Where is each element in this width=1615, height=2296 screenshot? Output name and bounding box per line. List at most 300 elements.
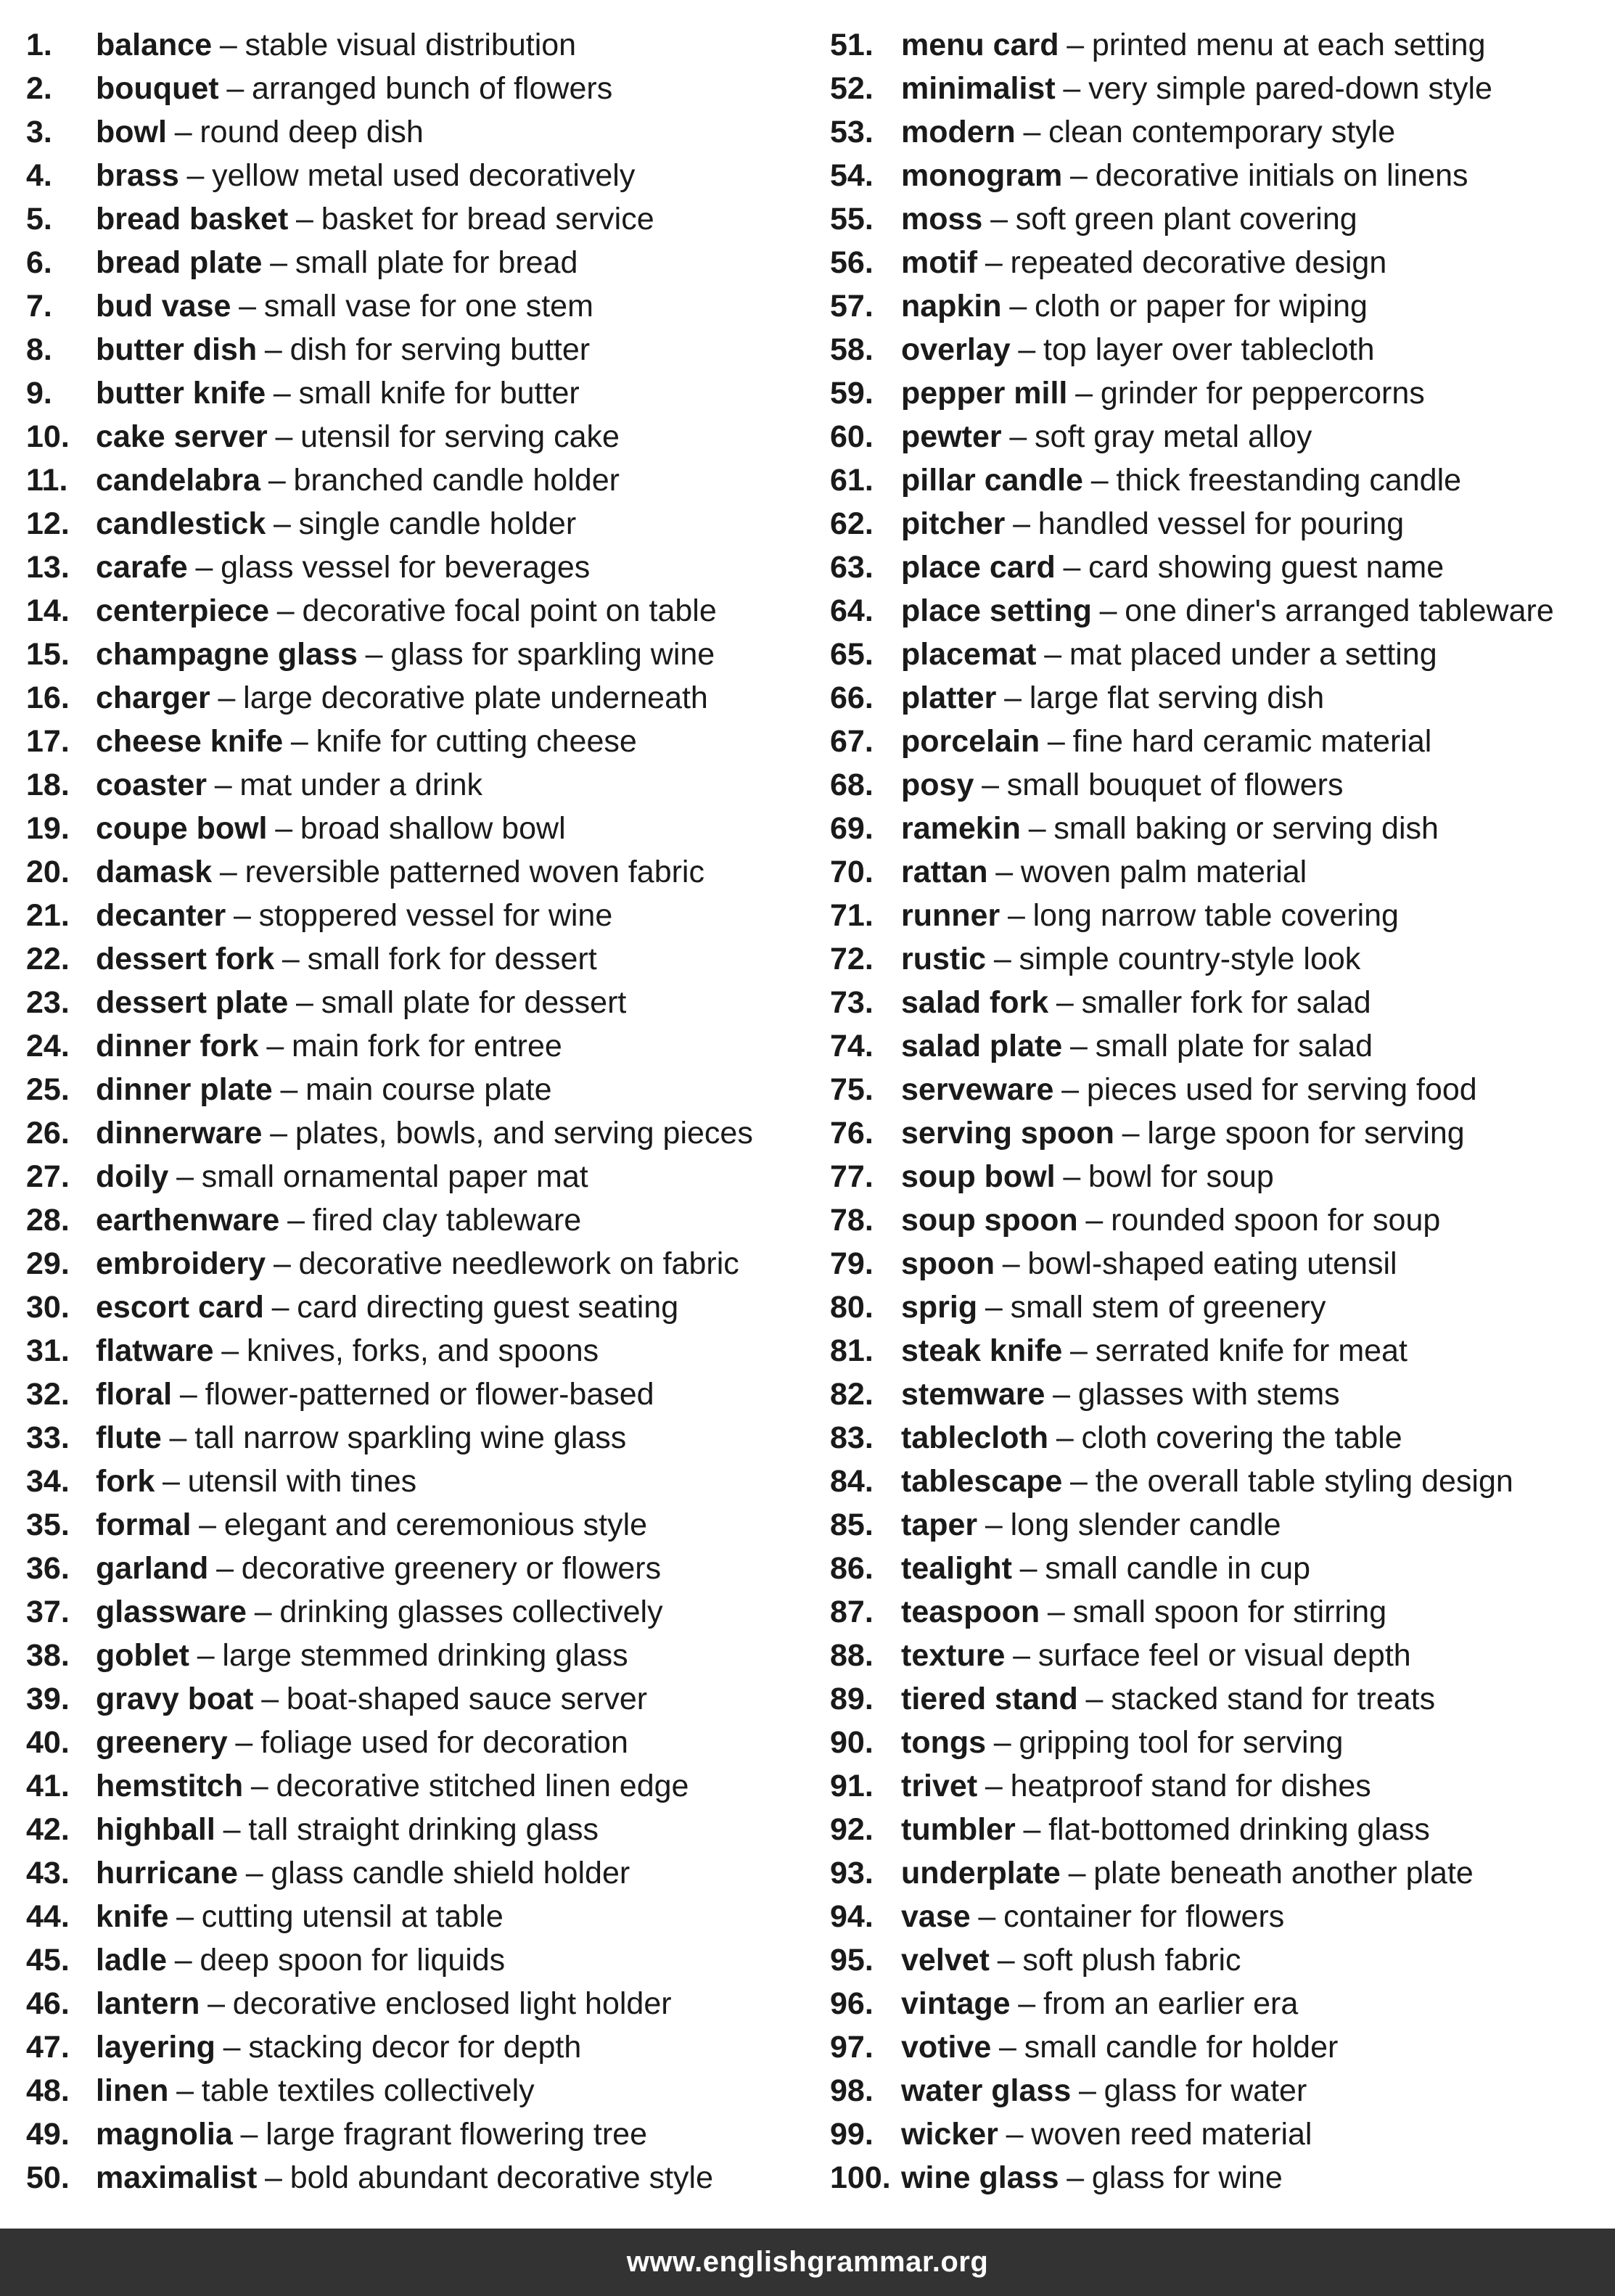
item-number: 7. bbox=[26, 289, 52, 324]
item-definition: utensil with tines bbox=[187, 1464, 417, 1499]
item-term: candlestick bbox=[96, 506, 266, 541]
list-item bbox=[26, 1502, 810, 1545]
item-definition: from an earlier era bbox=[1043, 1986, 1299, 2021]
item-number: 82. bbox=[830, 1377, 874, 1412]
item-separator: – bbox=[169, 1420, 187, 1455]
list-item bbox=[26, 283, 810, 326]
item-term: serveware bbox=[901, 1072, 1054, 1107]
item-definition: small plate for dessert bbox=[321, 985, 627, 1020]
item-number: 90. bbox=[830, 1725, 874, 1760]
item-separator: – bbox=[1067, 2160, 1085, 2195]
item-separator: – bbox=[250, 1769, 268, 1803]
item-term: motif bbox=[901, 245, 978, 280]
item-number: 6. bbox=[26, 245, 52, 280]
item-separator: – bbox=[1004, 680, 1022, 715]
item-number: 29. bbox=[26, 1246, 70, 1281]
item-separator: – bbox=[982, 768, 1000, 802]
item-separator: – bbox=[1090, 463, 1109, 498]
item-definition: clean contemporary style bbox=[1048, 115, 1396, 149]
item-number: 100. bbox=[830, 2160, 891, 2195]
item-number: 70. bbox=[830, 855, 874, 889]
item-number: 1. bbox=[26, 28, 52, 62]
item-number: 47. bbox=[26, 2030, 70, 2065]
list-item bbox=[830, 762, 1610, 805]
item-separator: – bbox=[985, 245, 1003, 280]
item-separator: – bbox=[245, 1856, 263, 1890]
list-item bbox=[830, 675, 1610, 718]
item-number: 17. bbox=[26, 724, 70, 759]
list-item bbox=[830, 239, 1610, 283]
list-item bbox=[830, 1763, 1610, 1806]
list-item bbox=[830, 1371, 1610, 1415]
item-number: 77. bbox=[830, 1159, 874, 1194]
list-item bbox=[26, 1284, 810, 1328]
list-item bbox=[830, 1850, 1610, 1893]
item-number: 75. bbox=[830, 1072, 874, 1107]
item-term: place setting bbox=[901, 593, 1092, 628]
item-number: 97. bbox=[830, 2030, 874, 2065]
item-separator: – bbox=[1002, 1246, 1020, 1281]
item-number: 23. bbox=[26, 985, 70, 1020]
item-term: wine glass bbox=[901, 2160, 1059, 2195]
item-separator: – bbox=[978, 1899, 996, 1934]
item-term: soup spoon bbox=[901, 1203, 1078, 1238]
item-number: 8. bbox=[26, 332, 52, 367]
item-term: platter bbox=[901, 680, 997, 715]
item-term: coaster bbox=[96, 768, 207, 802]
item-number: 78. bbox=[830, 1203, 874, 1238]
list-item bbox=[26, 588, 810, 631]
list-item bbox=[830, 1023, 1610, 1066]
item-number: 31. bbox=[26, 1333, 70, 1368]
item-term: layering bbox=[96, 2030, 215, 2065]
list-item bbox=[26, 1328, 810, 1371]
item-separator: – bbox=[239, 289, 257, 324]
list-item bbox=[26, 1676, 810, 1719]
list-item bbox=[26, 65, 810, 109]
item-term: bouquet bbox=[96, 71, 219, 106]
list-item bbox=[26, 1458, 810, 1502]
item-term: water glass bbox=[901, 2073, 1072, 2108]
item-number: 42. bbox=[26, 1812, 70, 1847]
item-term: highball bbox=[96, 1812, 215, 1847]
item-definition: very simple pared-down style bbox=[1088, 71, 1492, 106]
item-term: pitcher bbox=[901, 506, 1006, 541]
item-number: 94. bbox=[830, 1899, 874, 1934]
list-item bbox=[26, 1893, 810, 1937]
item-separator: – bbox=[296, 202, 313, 236]
item-term: linen bbox=[96, 2073, 169, 2108]
item-separator: – bbox=[1122, 1116, 1140, 1151]
list-item bbox=[830, 544, 1610, 588]
list-item bbox=[26, 849, 810, 892]
item-separator: – bbox=[162, 1464, 180, 1499]
item-number: 80. bbox=[830, 1290, 874, 1325]
item-number: 52. bbox=[830, 71, 874, 106]
item-separator: – bbox=[1006, 2117, 1024, 2152]
list-item bbox=[26, 1371, 810, 1415]
item-term: ladle bbox=[96, 1943, 167, 1978]
list-item bbox=[26, 1850, 810, 1893]
item-term: velvet bbox=[901, 1943, 990, 1978]
list-item bbox=[830, 501, 1610, 544]
item-number: 76. bbox=[830, 1116, 874, 1151]
item-term: flatware bbox=[96, 1333, 214, 1368]
item-separator: – bbox=[985, 1769, 1003, 1803]
item-separator: – bbox=[1053, 1377, 1071, 1412]
item-definition: boat-shaped sauce server bbox=[286, 1682, 648, 1716]
item-definition: grinder for peppercorns bbox=[1100, 376, 1425, 411]
item-term: gravy boat bbox=[96, 1682, 254, 1716]
list-item bbox=[830, 2111, 1610, 2155]
item-term: pepper mill bbox=[901, 376, 1068, 411]
item-number: 14. bbox=[26, 593, 70, 628]
item-term: dessert plate bbox=[96, 985, 289, 1020]
item-number: 35. bbox=[26, 1507, 70, 1542]
item-term: posy bbox=[901, 768, 974, 802]
list-item bbox=[830, 1589, 1610, 1632]
item-definition: long narrow table covering bbox=[1032, 898, 1399, 933]
item-separator: – bbox=[1099, 593, 1117, 628]
item-definition: container for flowers bbox=[1003, 1899, 1285, 1934]
item-term: flute bbox=[96, 1420, 162, 1455]
item-definition: one diner's arranged tableware bbox=[1125, 593, 1554, 628]
item-definition: glass vessel for beverages bbox=[221, 550, 591, 585]
item-term: pewter bbox=[901, 419, 1002, 454]
list-item bbox=[830, 1458, 1610, 1502]
item-separator: – bbox=[985, 1290, 1003, 1325]
item-definition: soft gray metal alloy bbox=[1035, 419, 1312, 454]
item-term: charger bbox=[96, 680, 210, 715]
list-item bbox=[830, 2155, 1610, 2198]
item-term: tumbler bbox=[901, 1812, 1016, 1847]
item-definition: tall narrow sparkling wine glass bbox=[194, 1420, 627, 1455]
item-separator: – bbox=[1028, 811, 1046, 846]
item-number: 3. bbox=[26, 115, 52, 149]
list-item bbox=[830, 1328, 1610, 1371]
item-definition: cloth covering the table bbox=[1081, 1420, 1402, 1455]
item-number: 61. bbox=[830, 463, 874, 498]
item-term: tiered stand bbox=[901, 1682, 1078, 1716]
item-term: steak knife bbox=[901, 1333, 1063, 1368]
item-term: fork bbox=[96, 1464, 155, 1499]
item-term: balance bbox=[96, 28, 213, 62]
item-separator: – bbox=[997, 1943, 1015, 1978]
item-definition: large flat serving dish bbox=[1029, 680, 1325, 715]
item-term: bud vase bbox=[96, 289, 231, 324]
item-definition: small stem of greenery bbox=[1010, 1290, 1326, 1325]
item-number: 71. bbox=[830, 898, 874, 933]
item-term: tealight bbox=[901, 1551, 1012, 1586]
list-item bbox=[26, 1806, 810, 1850]
item-term: tablescape bbox=[901, 1464, 1063, 1499]
list-item bbox=[26, 239, 810, 283]
item-number: 81. bbox=[830, 1333, 874, 1368]
item-definition: gripping tool for serving bbox=[1019, 1725, 1344, 1760]
item-term: vintage bbox=[901, 1986, 1011, 2021]
item-separator: – bbox=[1009, 419, 1027, 454]
item-number: 96. bbox=[830, 1986, 874, 2021]
item-number: 89. bbox=[830, 1682, 874, 1716]
list-item bbox=[830, 1153, 1610, 1197]
list-item bbox=[26, 892, 810, 936]
item-separator: – bbox=[214, 768, 232, 802]
list-item bbox=[830, 1980, 1610, 2024]
item-definition: small plate for salad bbox=[1095, 1029, 1373, 1063]
item-definition: decorative stitched linen edge bbox=[276, 1769, 689, 1803]
item-term: coupe bowl bbox=[96, 811, 268, 846]
item-term: runner bbox=[901, 898, 1000, 933]
item-separator: – bbox=[1019, 1551, 1037, 1586]
item-separator: – bbox=[275, 811, 293, 846]
item-separator: – bbox=[273, 1246, 291, 1281]
item-separator: – bbox=[264, 332, 282, 367]
item-number: 65. bbox=[830, 637, 874, 672]
item-number: 2. bbox=[26, 71, 52, 106]
item-number: 55. bbox=[830, 202, 874, 236]
item-separator: – bbox=[1075, 376, 1093, 411]
item-separator: – bbox=[1070, 1464, 1088, 1499]
item-term: knife bbox=[96, 1899, 169, 1934]
item-number: 38. bbox=[26, 1638, 70, 1673]
list-item bbox=[26, 675, 810, 718]
list-item bbox=[830, 2067, 1610, 2111]
item-term: rustic bbox=[901, 942, 987, 976]
item-definition: soft plush fabric bbox=[1022, 1943, 1241, 1978]
item-separator: – bbox=[1070, 1029, 1088, 1063]
item-term: dessert fork bbox=[96, 942, 275, 976]
item-separator: – bbox=[999, 2030, 1016, 2065]
item-term: bread plate bbox=[96, 245, 263, 280]
list-item bbox=[830, 283, 1610, 326]
item-separator: – bbox=[268, 463, 286, 498]
item-definition: decorative needlework on fabric bbox=[298, 1246, 739, 1281]
item-separator: – bbox=[1067, 28, 1085, 62]
item-number: 95. bbox=[830, 1943, 874, 1978]
item-term: serving spoon bbox=[901, 1116, 1114, 1151]
item-definition: tall straight drinking glass bbox=[248, 1812, 599, 1847]
list-item bbox=[830, 370, 1610, 413]
list-item bbox=[26, 936, 810, 979]
item-separator: – bbox=[1009, 289, 1027, 324]
item-term: magnolia bbox=[96, 2117, 233, 2152]
item-definition: thick freestanding candle bbox=[1116, 463, 1462, 498]
item-term: bread basket bbox=[96, 202, 289, 236]
item-definition: card showing guest name bbox=[1088, 550, 1445, 585]
item-term: sprig bbox=[901, 1290, 978, 1325]
list-item bbox=[830, 1415, 1610, 1458]
item-number: 46. bbox=[26, 1986, 70, 2021]
item-number: 51. bbox=[830, 28, 874, 62]
list-item bbox=[26, 1632, 810, 1676]
item-term: underplate bbox=[901, 1856, 1061, 1890]
item-separator: – bbox=[1047, 724, 1065, 759]
item-separator: – bbox=[280, 1072, 298, 1107]
list-item bbox=[830, 1502, 1610, 1545]
item-term: carafe bbox=[96, 550, 188, 585]
item-definition: decorative initials on linens bbox=[1095, 158, 1468, 193]
list-item bbox=[26, 805, 810, 849]
item-definition: top layer over tablecloth bbox=[1043, 332, 1375, 367]
list-item bbox=[830, 1240, 1610, 1284]
item-definition: branched candle holder bbox=[293, 463, 620, 498]
item-definition: cloth or paper for wiping bbox=[1035, 289, 1368, 324]
item-separator: – bbox=[1068, 1856, 1086, 1890]
item-number: 69. bbox=[830, 811, 874, 846]
list-item bbox=[830, 892, 1610, 936]
item-definition: surface feel or visual depth bbox=[1037, 1638, 1411, 1673]
item-number: 24. bbox=[26, 1029, 70, 1063]
item-separator: – bbox=[174, 115, 192, 149]
item-number: 40. bbox=[26, 1725, 70, 1760]
list-item bbox=[830, 588, 1610, 631]
item-definition: main fork for entree bbox=[292, 1029, 562, 1063]
list-item bbox=[26, 762, 810, 805]
item-definition: cutting utensil at table bbox=[201, 1899, 504, 1934]
item-definition: small candle for holder bbox=[1024, 2030, 1339, 2065]
item-separator: – bbox=[223, 1812, 241, 1847]
item-term: damask bbox=[96, 855, 213, 889]
item-number: 16. bbox=[26, 680, 70, 715]
item-term: soup bowl bbox=[901, 1159, 1056, 1194]
item-term: tablecloth bbox=[901, 1420, 1049, 1455]
item-definition: simple country-style look bbox=[1019, 942, 1361, 976]
item-separator: – bbox=[1047, 1595, 1065, 1629]
item-number: 32. bbox=[26, 1377, 70, 1412]
item-term: teaspoon bbox=[901, 1595, 1040, 1629]
item-term: trivet bbox=[901, 1769, 978, 1803]
list-item bbox=[830, 849, 1610, 892]
list-item bbox=[26, 718, 810, 762]
item-definition: plates, bowls, and serving pieces bbox=[295, 1116, 753, 1151]
item-number: 5. bbox=[26, 202, 52, 236]
list-item bbox=[830, 22, 1610, 65]
item-definition: plate beneath another plate bbox=[1093, 1856, 1474, 1890]
list-item bbox=[26, 196, 810, 239]
word-list-left-column bbox=[26, 22, 810, 2198]
item-number: 28. bbox=[26, 1203, 70, 1238]
item-term: greenery bbox=[96, 1725, 228, 1760]
item-number: 43. bbox=[26, 1856, 70, 1890]
item-term: lantern bbox=[96, 1986, 200, 2021]
item-separator: – bbox=[1063, 71, 1081, 106]
item-number: 66. bbox=[830, 680, 874, 715]
item-definition: small knife for butter bbox=[298, 376, 580, 411]
item-term: minimalist bbox=[901, 71, 1056, 106]
list-item bbox=[830, 1937, 1610, 1980]
item-separator: – bbox=[207, 1986, 226, 2021]
item-definition: long slender candle bbox=[1010, 1507, 1281, 1542]
item-definition: printed menu at each setting bbox=[1091, 28, 1486, 62]
item-separator: – bbox=[276, 593, 295, 628]
item-definition: small candle in cup bbox=[1045, 1551, 1311, 1586]
item-definition: woven palm material bbox=[1020, 855, 1307, 889]
item-number: 58. bbox=[830, 332, 874, 367]
item-separator: – bbox=[1063, 550, 1081, 585]
item-number: 64. bbox=[830, 593, 874, 628]
item-term: menu card bbox=[901, 28, 1059, 62]
item-definition: glass candle shield holder bbox=[271, 1856, 630, 1890]
item-definition: stacking decor for depth bbox=[248, 2030, 582, 2065]
item-number: 41. bbox=[26, 1769, 70, 1803]
item-separator: – bbox=[1056, 985, 1074, 1020]
item-separator: – bbox=[290, 724, 308, 759]
list-item bbox=[26, 1110, 810, 1153]
item-definition: arranged bunch of flowers bbox=[252, 71, 613, 106]
item-number: 27. bbox=[26, 1159, 70, 1194]
item-definition: decorative focal point on table bbox=[302, 593, 717, 628]
item-separator: – bbox=[990, 202, 1008, 236]
footer-bar bbox=[0, 2229, 1615, 2296]
item-definition: glass for water bbox=[1104, 2073, 1307, 2108]
item-term: dinner plate bbox=[96, 1072, 273, 1107]
item-number: 21. bbox=[26, 898, 70, 933]
item-definition: flat-bottomed drinking glass bbox=[1048, 1812, 1430, 1847]
item-separator: – bbox=[176, 1899, 194, 1934]
item-separator: – bbox=[265, 2160, 282, 2195]
item-number: 18. bbox=[26, 768, 70, 802]
list-item bbox=[26, 326, 810, 370]
item-term: taper bbox=[901, 1507, 978, 1542]
item-separator: – bbox=[176, 1159, 194, 1194]
item-number: 33. bbox=[26, 1420, 70, 1455]
item-separator: – bbox=[1007, 898, 1025, 933]
list-item bbox=[830, 1197, 1610, 1240]
item-number: 67. bbox=[830, 724, 874, 759]
item-term: maximalist bbox=[96, 2160, 258, 2195]
item-number: 50. bbox=[26, 2160, 70, 2195]
list-item bbox=[830, 805, 1610, 849]
item-separator: – bbox=[985, 1507, 1003, 1542]
item-separator: – bbox=[186, 158, 205, 193]
list-item bbox=[26, 501, 810, 544]
list-item bbox=[830, 1110, 1610, 1153]
item-definition: decorative greenery or flowers bbox=[241, 1551, 662, 1586]
item-separator: – bbox=[234, 898, 251, 933]
item-number: 57. bbox=[830, 289, 874, 324]
item-number: 49. bbox=[26, 2117, 70, 2152]
item-number: 36. bbox=[26, 1551, 70, 1586]
list-item bbox=[830, 2024, 1610, 2067]
list-item bbox=[830, 718, 1610, 762]
item-number: 44. bbox=[26, 1899, 70, 1934]
item-separator: – bbox=[1018, 332, 1036, 367]
item-number: 59. bbox=[830, 376, 874, 411]
item-number: 11. bbox=[26, 463, 68, 498]
footer-website-link[interactable]: www.englishgrammar.org bbox=[626, 2246, 989, 2278]
item-definition: dish for serving butter bbox=[289, 332, 591, 367]
item-definition: knife for cutting cheese bbox=[316, 724, 637, 759]
list-item bbox=[830, 979, 1610, 1023]
list-item bbox=[830, 1893, 1610, 1937]
item-definition: serrated knife for meat bbox=[1095, 1333, 1408, 1368]
item-definition: pieces used for serving food bbox=[1086, 1072, 1477, 1107]
item-separator: – bbox=[174, 1943, 192, 1978]
item-term: tongs bbox=[901, 1725, 987, 1760]
item-definition: foliage used for decoration bbox=[260, 1725, 628, 1760]
list-item bbox=[830, 936, 1610, 979]
item-separator: – bbox=[270, 1116, 288, 1151]
list-item bbox=[26, 1763, 810, 1806]
item-definition: stable visual distribution bbox=[244, 28, 577, 62]
item-definition: large fragrant flowering tree bbox=[266, 2117, 648, 2152]
item-separator: – bbox=[219, 28, 237, 62]
item-term: earthenware bbox=[96, 1203, 280, 1238]
item-term: hurricane bbox=[96, 1856, 238, 1890]
item-number: 60. bbox=[830, 419, 874, 454]
item-definition: large stemmed drinking glass bbox=[222, 1638, 628, 1673]
list-item bbox=[26, 1719, 810, 1763]
